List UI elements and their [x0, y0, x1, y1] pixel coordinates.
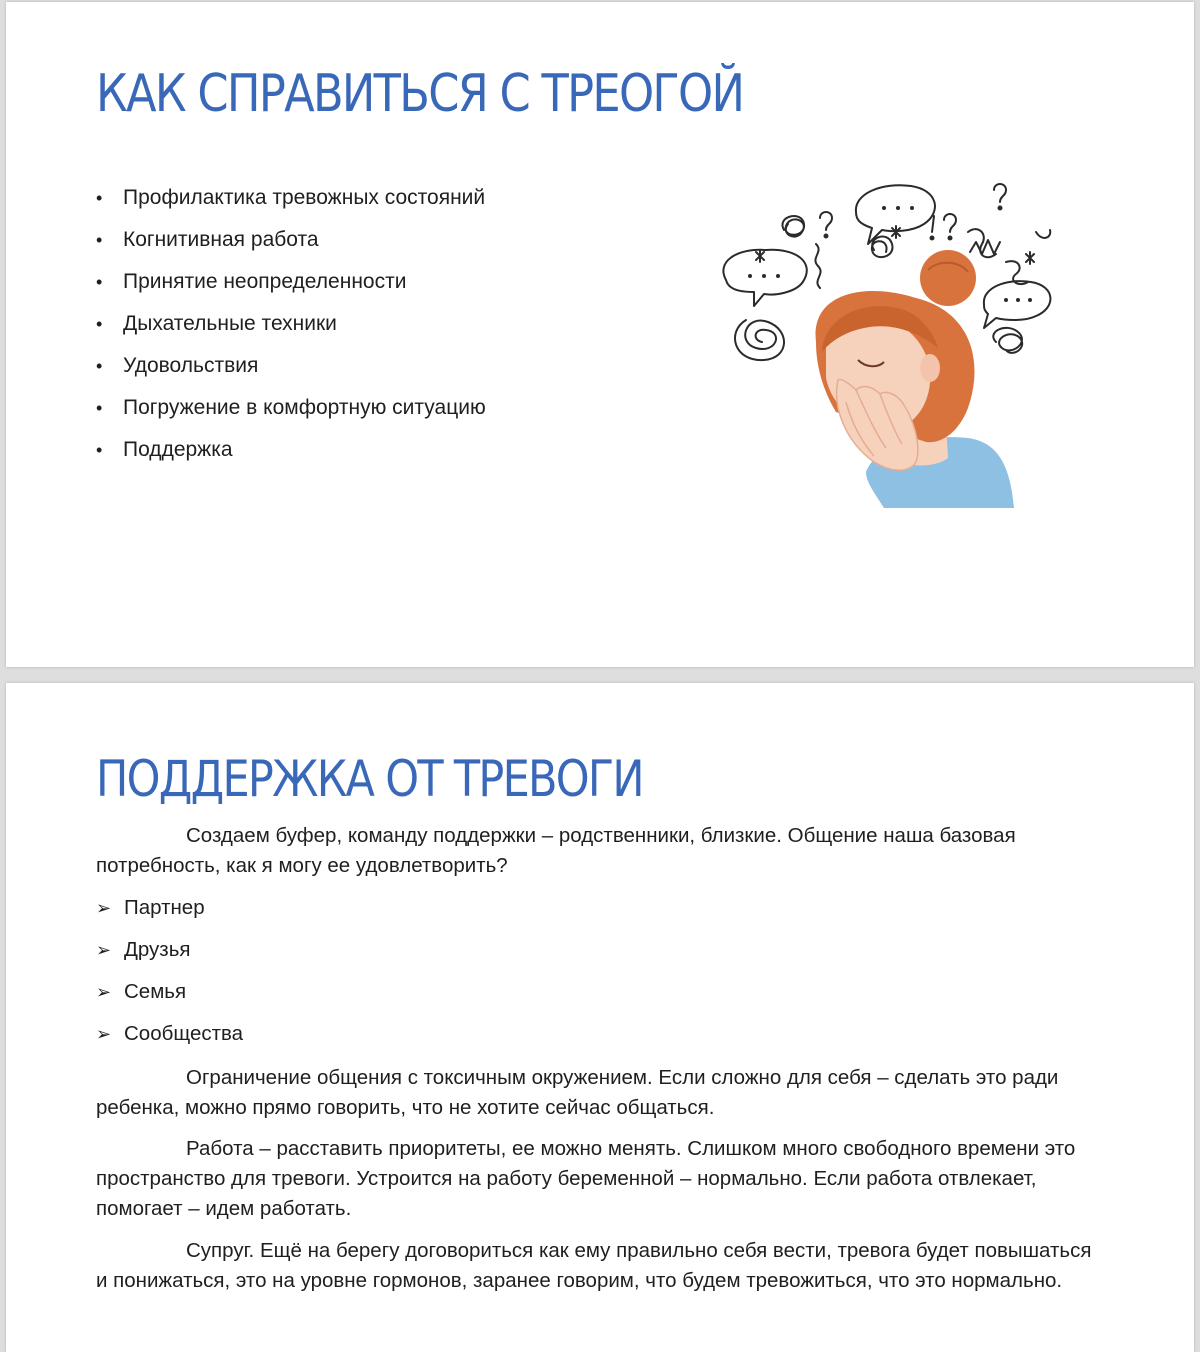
- star-icon: [1026, 252, 1034, 264]
- support-list: [96, 893, 243, 1061]
- scribble-icon: [872, 237, 893, 258]
- slide-1-title: КАК СПРАВИТЬСЯ С ТРЕОГОЙ: [96, 64, 744, 124]
- scribble-icon: [782, 216, 804, 237]
- list-item: • Профилактика тревожных состояний: [94, 184, 486, 226]
- speech-bubble-icon: [984, 281, 1051, 328]
- paragraph-toxic: Ограничение общения с токсичным окружением. Если сложно для себя – сделать это ради ребенка, можно прямо говорить, что не хотите сейчас общаться.: [96, 1066, 1059, 1119]
- scribble-icon: [993, 328, 1022, 353]
- scribble-icon: [1036, 230, 1050, 238]
- question-mark-icon: [994, 184, 1006, 202]
- list-item: • Принятие неопределенности: [94, 268, 486, 310]
- bullet-dot-icon: •: [96, 188, 103, 208]
- bullet-dot-icon: •: [96, 356, 103, 376]
- list-item: ➢ Семья: [96, 977, 243, 1019]
- scribble-icon: [735, 320, 784, 360]
- hair-bun: [920, 250, 976, 306]
- arrow-bullet-icon: ➢: [96, 940, 112, 960]
- slide-1-bullet-list: [94, 184, 486, 478]
- speech-bubble-icon: [723, 250, 806, 306]
- paragraph-spouse: Супруг. Ещё на берегу договориться как ему правильно себя вести, тревога будет повышаться и понижаться, это на уровне гормонов, заранее говорим, что будем тревожиться, что это нормально.: [96, 1239, 1092, 1292]
- anxious-woman-illustration: [706, 172, 1076, 512]
- bullet-dot-icon: •: [96, 314, 103, 334]
- arrow-bullet-icon: ➢: [96, 898, 112, 918]
- slide-2: [6, 683, 1194, 1352]
- slide-2-title: ПОДДЕРЖКА ОТ ТРЕВОГИ: [96, 750, 643, 808]
- question-mark-icon: [944, 214, 956, 232]
- bullet-dot-icon: •: [96, 272, 103, 292]
- arrow-bullet-icon: ➢: [96, 1024, 112, 1044]
- zigzag-icon: [970, 240, 1000, 254]
- list-item: • Дыхательные техники: [94, 310, 486, 352]
- list-item: ➢ Друзья: [96, 935, 243, 977]
- scribble-icon: [815, 244, 820, 288]
- bullet-dot-icon: •: [96, 440, 103, 460]
- list-item: • Удовольствия: [94, 352, 486, 394]
- star-icon: [756, 250, 764, 262]
- list-item: • Когнитивная работа: [94, 226, 486, 268]
- slide-1: [6, 2, 1194, 667]
- intro-paragraph: Создаем буфер, команду поддержки – родственники, близкие. Общение наша базовая потребность, как я могу ее удовлетворить?: [96, 824, 1016, 877]
- list-item: ➢ Сообщества: [96, 1019, 243, 1061]
- arrow-bullet-icon: ➢: [96, 982, 112, 1002]
- bullet-dot-icon: •: [96, 230, 103, 250]
- list-item: • Погружение в комфортную ситуацию: [94, 394, 486, 436]
- list-item: • Поддержка: [94, 436, 486, 478]
- question-mark-icon: [820, 212, 832, 230]
- list-item: ➢ Партнер: [96, 893, 243, 935]
- paragraph-work: Работа – расставить приоритеты, ее можно менять. Слишком много свободного времени это пространство для тревоги. Устроится на работу беременной – нормально. Если работа отвлекает, помогает – идем работать.: [96, 1137, 1076, 1220]
- bullet-dot-icon: •: [96, 398, 103, 418]
